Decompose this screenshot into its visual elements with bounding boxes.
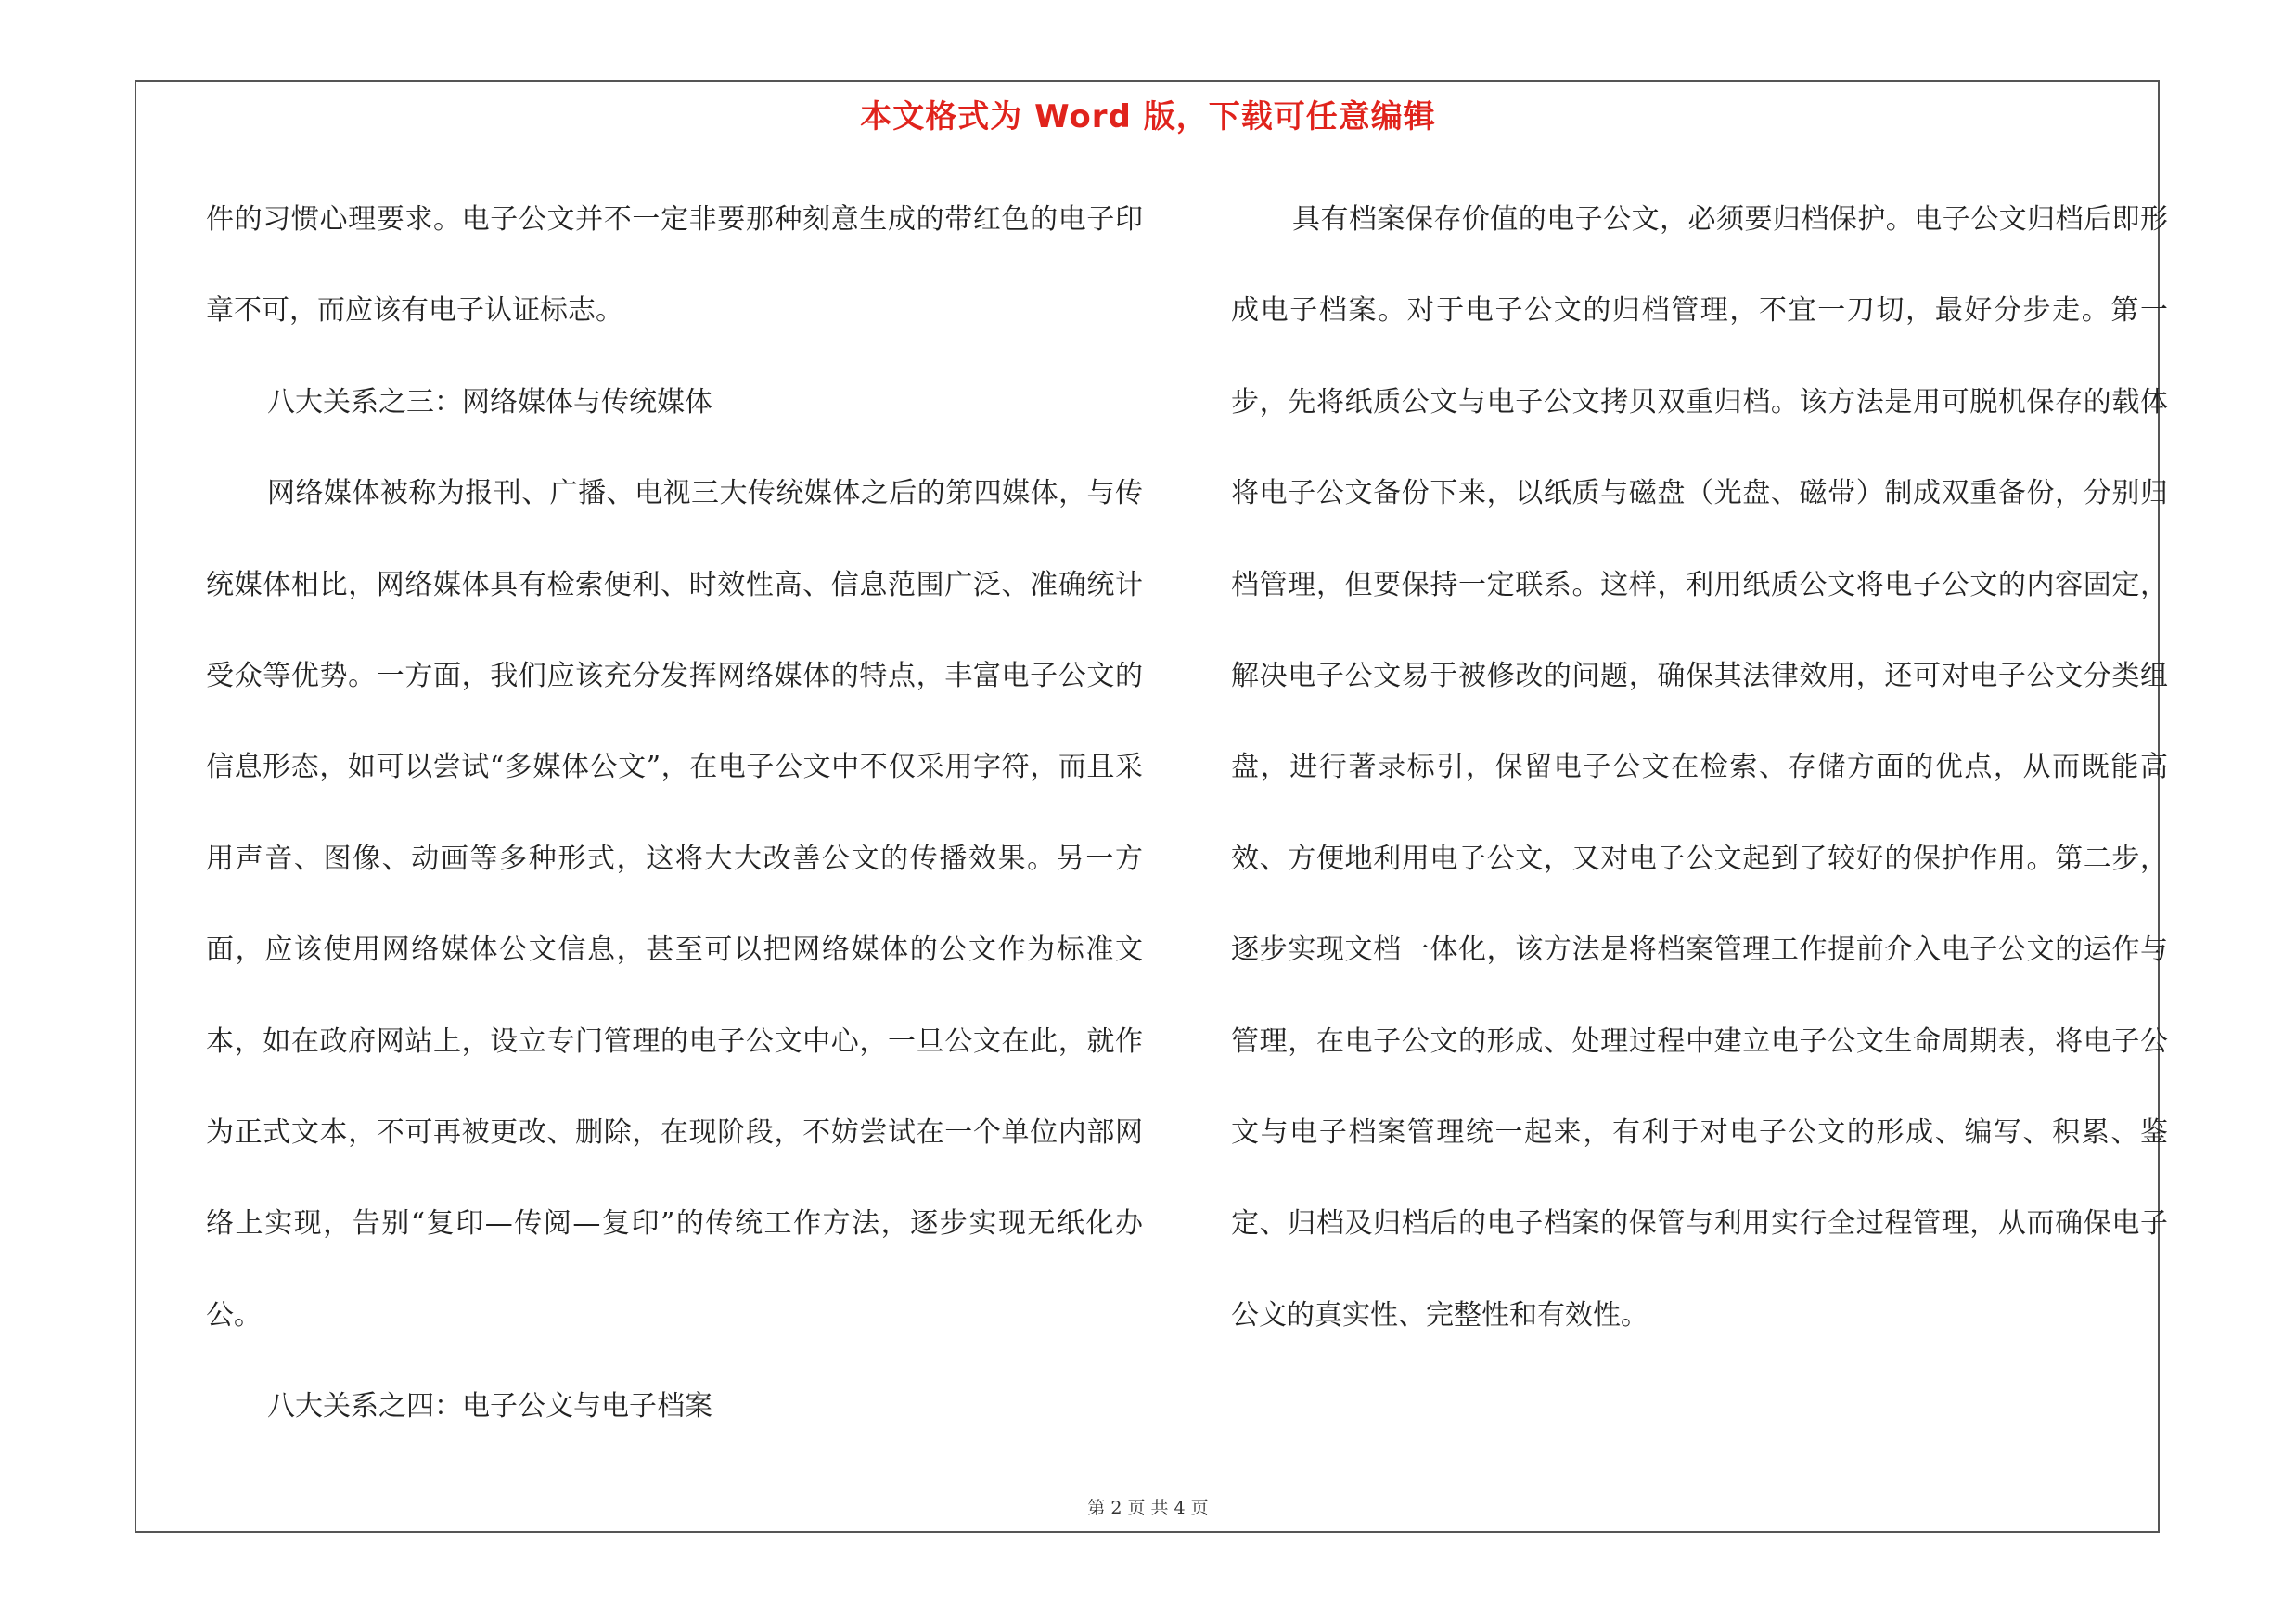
page-number-footer: 第 2 页 共 4 页 xyxy=(1087,1498,1209,1518)
paragraph-network-media: 网络媒体被称为报刊、广播、电视三大传统媒体之后的第四媒体，与传统媒体相比，网络媒体具有检索便利、时效性高、信息范围广泛、准确统计受众等优势。一方面，我们应该充分发挥网络媒体的特点，丰富电子公文的信息形态，如可以尝试“多媒体公文”，在电子公文中不仅采用字符，而且采用声音、图像、动画等多种形式，这将大大改善公文的传播效果。另一方面，应该使用网络媒体公文信息，甚至可以把网络媒体的公文作为标准文本，如在政府网站上，设立专门管理的电子公文中心，一旦公文在此，就作为正式文本，不可再被更改、删除，在现阶段，不妨尝试在一个单位内部网络上实现，告别“复印—传阅—复印”的传统工作方法，逐步实现无纸化办公。 xyxy=(206,477,1143,1332)
section-heading-four: 八大关系之四：电子公文与电子档案 xyxy=(267,1390,712,1423)
format-notice-banner: 本文格式为 Word 版，下载可任意编辑 xyxy=(860,98,1436,135)
left-text-column xyxy=(206,174,1143,1453)
paragraph-electronic-archive: 具有档案保存价值的电子公文，必须要归档保护。电子公文归档后即形成电子档案。对于电子公文的归档管理，不宜一刀切，最好分步走。第一步，先将纸质公文与电子公文拷贝双重归档。该方法是用可脱机保存的载体将电子公文备份下来，以纸质与磁盘（光盘、磁带）制成双重备份，分别归档管理，但要保持一定联系。这样，利用纸质公文将电子公文的内容固定，解决电子公文易于被修改的问题，确保其法律效用，还可对电子公文分类组盘，进行著录标引，保留电子公文在检索、存储方面的优点，从而既能高效、方便地利用电子公文，又对电子公文起到了较好的保护作用。第二步，逐步实现文档一体化，该方法是将档案管理工作提前介入电子公文的运作与管理，在电子公文的形成、处理过程中建立电子公文生命周期表，将电子公文与电子档案管理统一起来，有利于对电子公文的形成、编写、积累、鉴定、归档及归档后的电子档案的保管与利用实行全过程管理，从而确保电子公文的真实性、完整性和有效性。 xyxy=(1231,203,2168,1332)
paragraph-continuation: 件的习惯心理要求。电子公文并不一定非要那种刻意生成的带红色的电子印章不可，而应该有电子认证标志。 xyxy=(206,203,1143,328)
right-text-column xyxy=(1231,174,2168,1361)
section-heading-three: 八大关系之三：网络媒体与传统媒体 xyxy=(267,385,712,419)
